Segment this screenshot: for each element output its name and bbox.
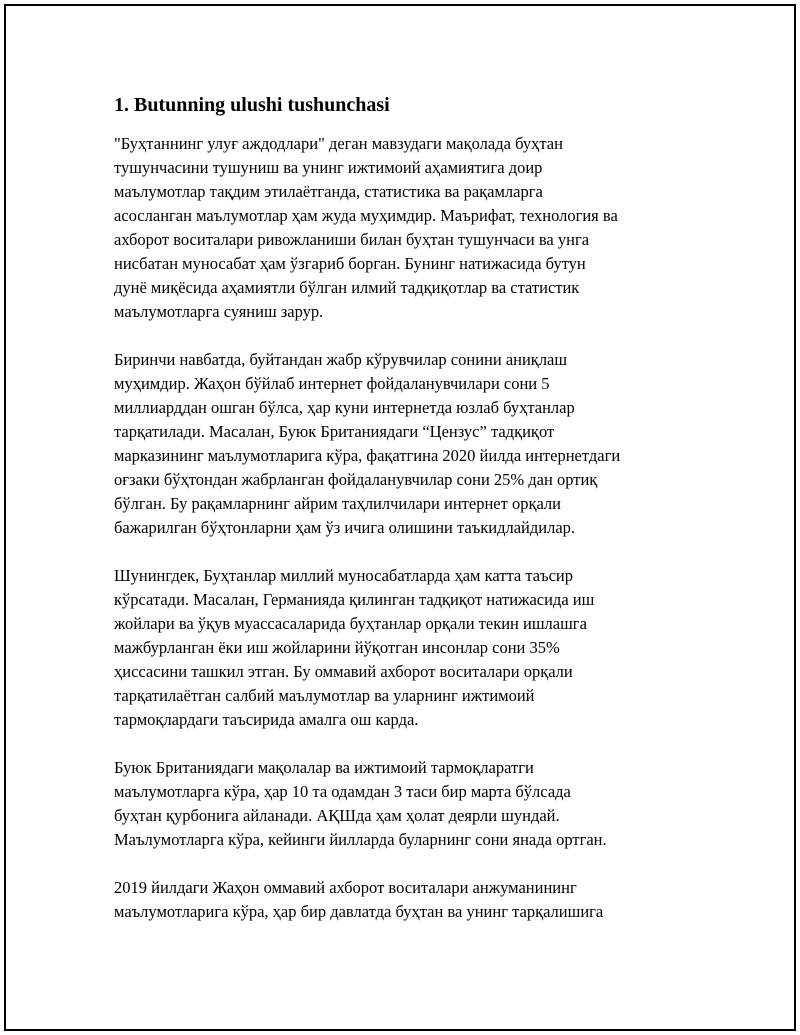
paragraph-3 [114, 564, 694, 732]
paragraph-2 [114, 348, 694, 540]
paragraph-5 [114, 876, 694, 924]
paragraph-4 [114, 756, 694, 852]
text-line: тармоқлардаги таъсирида амалга ош карда. [114, 710, 419, 729]
text-line: бўлган. Бу рақамларнинг айрим таҳлилчилари интернет орқали [114, 494, 561, 513]
text-line: нисбатан муносабат ҳам ўзгариб борган. Бунинг натижасида бутун [114, 254, 586, 273]
text-line: оғзаки бўҳтондан жабрланган фойдаланувчилар сони 25% дан ортиқ [114, 470, 598, 489]
paragraph-1 [114, 132, 694, 324]
text-line: буҳтан қурбонига айланади. АҚШда ҳам ҳолат деярли шундай. [114, 806, 560, 825]
text-line: жойлари ва ўқув муассасаларида буҳтанлар орқали текин ишлашга [114, 614, 587, 633]
text-line: маълумотлар тақдим этилаётганда, статистика ва рақамларга [114, 182, 543, 201]
text-line: асосланган маълумотлар ҳам жуда муҳимдир. Маърифат, технология ва [114, 206, 618, 225]
text-line: мажбурланган ёки иш жойларини йўқотган инсонлар сони 35% [114, 638, 560, 657]
text-line: "Буҳтаннинг улуғ аждодлари" деган мавзудаги мақолада буҳтан [114, 134, 563, 153]
text-line: ҳиссасини ташкил этган. Бу оммавий ахборот воситалари орқали [114, 662, 573, 681]
text-line: Шунингдек, Буҳтанлар миллий муносабатларда ҳам катта таъсир [114, 566, 574, 585]
text-line: 2019 йилдаги Жаҳон оммавий ахборот воситалари анжуманининг [114, 878, 577, 897]
text-line: марказининг маълумотларига кўра, фақатгина 2020 йилда интернетдаги [114, 446, 621, 465]
section-heading: 1. Butunning ulushi tushunchasi [114, 94, 390, 116]
text-line: тарқатилади. Масалан, Буюк Британиядаги “Цензус” тадқиқот [114, 422, 555, 441]
text-line: тушунчасини тушуниш ва унинг ижтимоий аҳамиятига доир [114, 158, 543, 177]
text-line: маълумотларга суяниш зарур. [114, 302, 324, 321]
text-line: кўрсатади. Масалан, Германияда қилинган тадқиқот натижасида иш [114, 590, 595, 609]
text-line: Биринчи навбатда, буйтандан жабр кўрувчилар сонини аниқлаш [114, 350, 568, 369]
text-line: Буюк Британиядаги мақолалар ва ижтимоий тармоқларатги [114, 758, 534, 777]
text-line: миллиарддан ошган бўлса, ҳар куни интернетда юзлаб буҳтанлар [114, 398, 575, 417]
text-line: муҳимдир. Жаҳон бўйлаб интернет фойдаланувчилари сони 5 [114, 374, 550, 393]
document-body [114, 92, 694, 948]
text-line: маълумотларига кўра, ҳар бир давлатда буҳтан ва унинг тарқалишига [114, 902, 604, 921]
text-line: Маълумотларга кўра, кейинги йилларда буларнинг сони янада ортган. [114, 830, 607, 849]
text-line: маълумотларга кўра, ҳар 10 та одамдан 3 таси бир марта бўлсада [114, 782, 571, 801]
text-line: дунё миқёсида аҳамиятли бўлган илмий тадқиқотлар ва статистик [114, 278, 580, 297]
text-line: тарқатилаётган салбий маълумотлар ва уларнинг ижтимоий [114, 686, 535, 705]
text-line: ахборот воситалари ривожланиши билан буҳтан тушунчаси ва унга [114, 230, 590, 249]
text-line: бажарилган бўҳтонларни ҳам ўз ичига олишини таъкидлайдилар. [114, 518, 576, 537]
